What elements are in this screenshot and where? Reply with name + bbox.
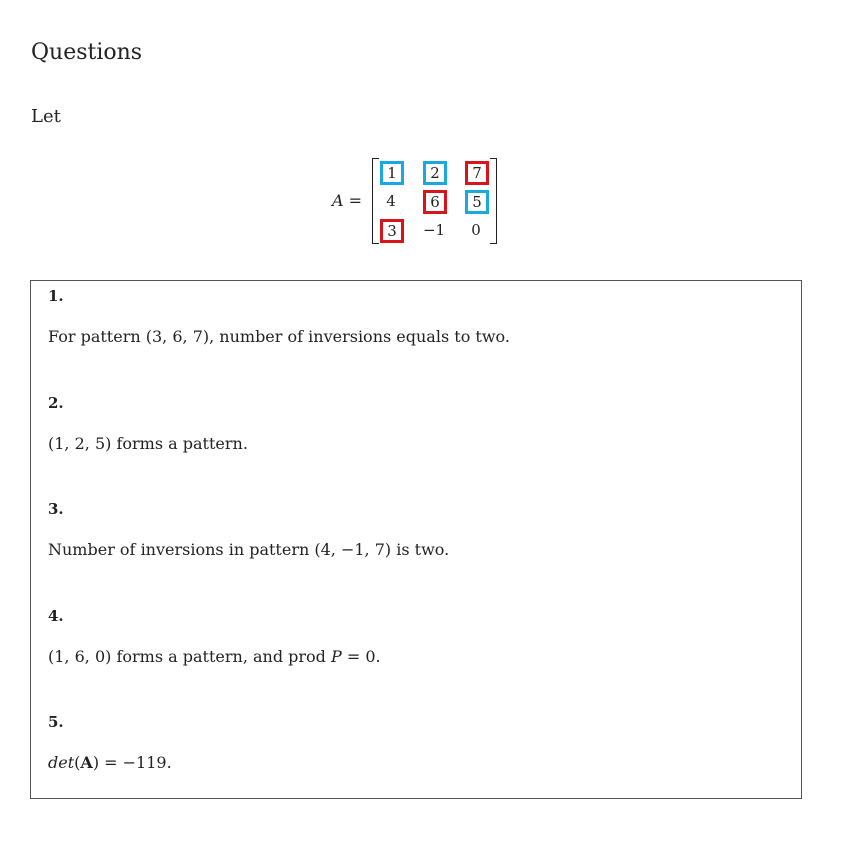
left-bracket [372,158,379,244]
matrix-cell-2-1: −1 [422,221,446,239]
question-number-2: 2. [48,394,64,412]
intro-text: Let [31,106,61,127]
question-text-4: (1, 6, 0) forms a pattern, and prod P = 0. [48,647,381,666]
matrix-cell-0-0: 1 [380,161,404,185]
question-number-4: 4. [48,607,64,625]
question-text-5: det(A) = −119. [48,753,172,772]
matrix-cell-2-2: 0 [471,221,481,239]
matrix-cell-1-0: 4 [386,192,396,210]
matrix-lhs: A = [332,191,363,210]
right-bracket [490,158,497,244]
questions-box [30,280,802,799]
matrix-cell-1-2: 5 [465,190,489,214]
question-text-2: (1, 2, 5) forms a pattern. [48,434,248,453]
matrix-A [332,155,512,245]
matrix-cell-0-2: 7 [465,161,489,185]
matrix-cell-0-1: 2 [423,161,447,185]
question-text-3: Number of inversions in pattern (4, −1, 7) is two. [48,540,450,559]
matrix-cell-2-0: 3 [380,219,404,243]
question-number-3: 3. [48,500,64,518]
question-text-1: For pattern (3, 6, 7), number of inversions equals to two. [48,327,510,346]
matrix-cell-1-1: 6 [423,190,447,214]
question-number-5: 5. [48,713,64,731]
page-title: Questions [31,40,143,65]
question-number-1: 1. [48,287,64,305]
